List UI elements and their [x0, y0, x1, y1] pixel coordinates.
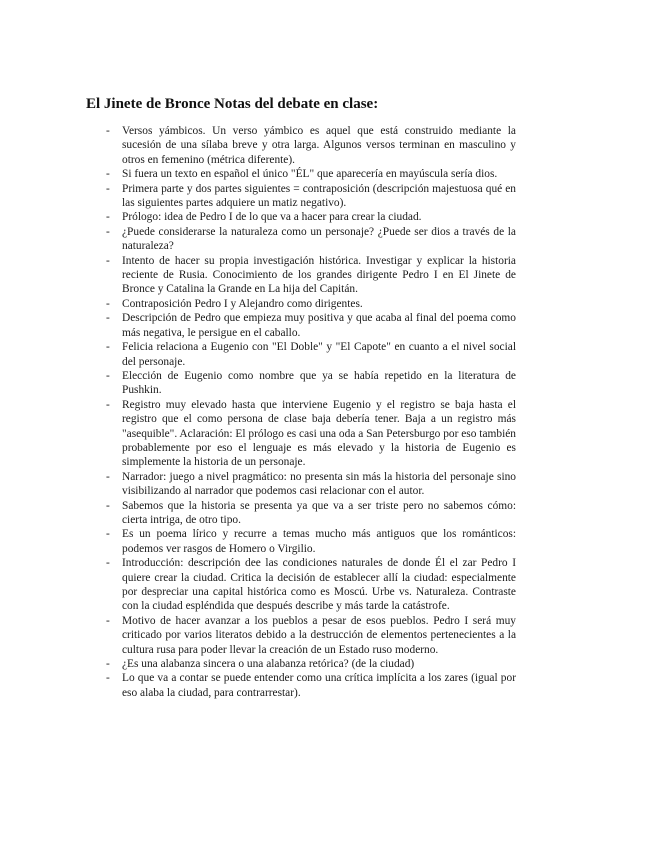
- bullet-dash: -: [106, 211, 110, 224]
- note-text: Prólogo: idea de Pedro I de lo que va a hacer para crear la ciudad.: [122, 211, 422, 224]
- note-text: Primera parte y dos partes siguientes = contraposición (descripción majestuosa qué en las siguientes partes adquiere un matiz negativo).: [122, 182, 516, 210]
- note-text: Motivo de hacer avanzar a los pueblos a pesar de esos pueblos. Pedro I será muy criticado por varios literatos debido a la destrucción de elementos pertenecientes a la cultura rusa para poder llevar la creación de un Estado ruso moderno.: [122, 614, 516, 656]
- bullet-dash: -: [106, 341, 110, 354]
- bullet-dash: -: [106, 672, 110, 685]
- note-item: [106, 340, 516, 369]
- bullet-dash: -: [106, 528, 110, 541]
- notes-list: [106, 124, 516, 700]
- bullet-dash: -: [106, 312, 110, 325]
- note-item: [106, 671, 516, 700]
- note-item: [106, 499, 516, 528]
- note-text: Sabemos que la historia se presenta ya que va a ser triste pero no sabemos cómo: cierta intriga, de otro tipo.: [122, 499, 516, 526]
- note-item: [106, 297, 516, 311]
- bullet-dash: -: [106, 369, 110, 382]
- bullet-dash: -: [106, 182, 110, 195]
- note-text: Elección de Eugenio como nombre que ya se había repetido en la literatura de Pushkin.: [122, 369, 516, 397]
- note-item: [106, 470, 516, 499]
- note-text: Contraposición Pedro I y Alejandro como dirigentes.: [122, 297, 363, 310]
- note-text: Descripción de Pedro que empieza muy positiva y que acaba al final del poema como más negativa, le persigue en el caballo.: [122, 312, 516, 339]
- bullet-dash: -: [106, 499, 110, 512]
- note-item: [106, 225, 516, 254]
- note-text: Es un poema lírico y recurre a temas mucho más antiguos que los románticos: podemos ver rasgos de Homero o Virgilio.: [122, 528, 516, 555]
- note-text: Registro muy elevado hasta que interviene Eugenio y el registro se baja hasta el registro que el como persona de clase baja debería tener. Baja a un registro más "asequible". Aclaración: El prólogo es casi una oda a San Petersburgo por eso también probablemente por eso el lenguaje es más elevado y la historia de Eugenio es simplemente la historia de un personaje.: [122, 398, 516, 469]
- bullet-dash: -: [106, 168, 110, 181]
- note-text: ¿Es una alabanza sincera o una alabanza retórica? (de la ciudad): [122, 658, 415, 671]
- bullet-dash: -: [106, 557, 110, 570]
- bullet-dash: -: [106, 254, 110, 267]
- note-item: [106, 657, 516, 671]
- bullet-dash: -: [106, 225, 110, 238]
- note-item: [106, 124, 516, 167]
- note-item: [106, 311, 516, 340]
- bullet-dash: -: [106, 470, 110, 483]
- note-item: [106, 556, 516, 614]
- note-item: [106, 254, 516, 297]
- bullet-dash: -: [106, 125, 110, 137]
- bullet-dash: -: [106, 658, 110, 671]
- note-text: ¿Puede considerarse la naturaleza como un personaje? ¿Puede ser dios a través de la naturaleza?: [122, 225, 516, 253]
- note-item: [106, 167, 516, 181]
- note-item: [106, 614, 516, 657]
- note-text: Versos yámbicos. Un verso yámbico es aquel que está construido mediante la sucesión de una sílaba breve y otra larga. Algunos versos terminan en masculino y otros en femenino (métrica diferente).: [122, 125, 516, 166]
- note-item: [106, 527, 516, 556]
- note-text: Si fuera un texto en español el único "ÉL" que aparecería en mayúscula sería dios.: [122, 168, 498, 181]
- bullet-dash: -: [106, 297, 110, 310]
- note-text: Felicia relaciona a Eugenio con "El Doble" y "El Capote" en cuanto a el nivel social del personaje.: [122, 341, 516, 368]
- note-item: [106, 210, 516, 224]
- document-title: El Jinete de Bronce Notas del debate en clase:: [86, 96, 379, 112]
- note-text: Lo que va a contar se puede entender como una crítica implícita a los zares (igual por eso alaba la ciudad, para contrarrestar).: [122, 672, 516, 699]
- note-item: [106, 182, 516, 211]
- note-text: Intento de hacer su propia investigación histórica. Investigar y explicar la historia reciente de Rusia. Conocimiento de los grandes dirigente Pedro I en El Jinete de Bronce y Catalina la Grande en La hija del Capitán.: [122, 254, 516, 296]
- note-text: Narrador: juego a nivel pragmático: no presenta sin más la historia del personaje sino visibilizando al narrador que podemos casi relacionar con el autor.: [122, 470, 516, 498]
- note-text: Introducción: descripción dee las condiciones naturales de donde Él el zar Pedro I quiere crear la ciudad. Critica la decisión de establecer allí la ciudad: especialmente por despreciar una capital histórica como es Moscú. Urbe vs. Naturaleza. Contraste con la ciudad espléndida que después describe y más tarde la catástrofe.: [122, 557, 516, 613]
- note-item: [106, 398, 516, 470]
- bullet-dash: -: [106, 614, 110, 627]
- bullet-dash: -: [106, 398, 110, 411]
- note-item: [106, 369, 516, 398]
